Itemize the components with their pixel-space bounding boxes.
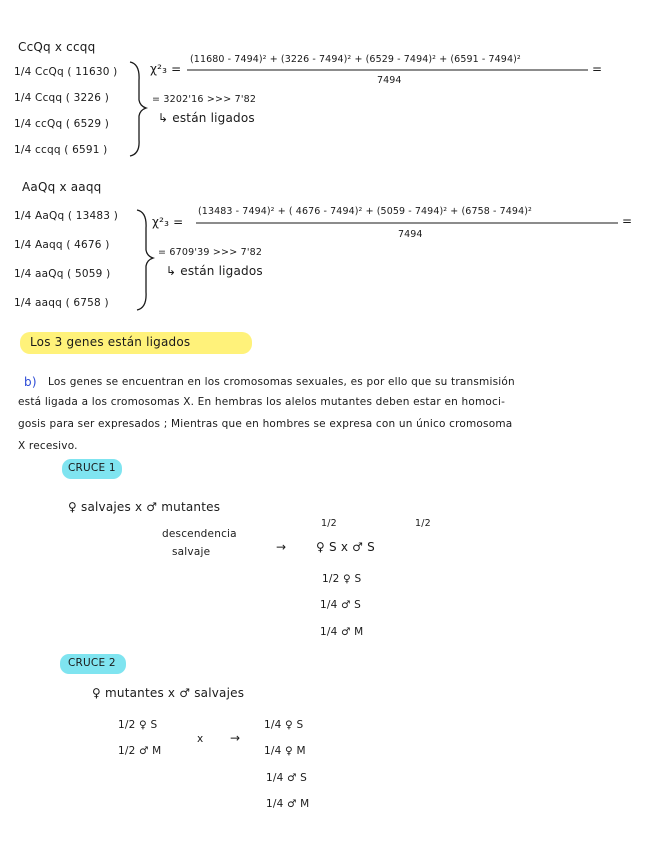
block2-row: 1/4 AaQq ( 13483 ) (14, 210, 118, 222)
block2-result: = 6709'39 >>> 7'82 (158, 247, 263, 258)
brace-block1 (130, 62, 146, 156)
cruce1-gametes: ♀ S x ♂ S (316, 540, 375, 554)
block2-header: AaQq x aaqq (22, 180, 102, 194)
brace-block2 (137, 210, 153, 310)
block1-denominator: 7494 (377, 75, 402, 86)
block2-row: 1/4 Aaqq ( 4676 ) (14, 239, 110, 251)
cruce2-parents: ♀ mutantes x ♂ salvajes (92, 686, 245, 700)
cruce2-left: 1/2 ♂ M (118, 745, 162, 757)
block1-result: = 3202'16 >>> 7'82 (152, 94, 257, 105)
cruce2-cross: x (197, 733, 204, 745)
highlight-text: Los 3 genes están ligados (30, 335, 191, 349)
block2-denominator: 7494 (398, 229, 423, 240)
cruce1-title: CRUCE 1 (68, 462, 116, 474)
part-b-line: X recesivo. (18, 440, 78, 452)
block2-numerator: (13483 - 7494)² + ( 4676 - 7494)² + (5059 - 7494)² + (6758 - 7494)² (198, 206, 532, 217)
block1-row: 1/4 ccqq ( 6591 ) (14, 144, 108, 156)
block2-row: 1/4 aaqq ( 6758 ) (14, 297, 109, 309)
block2-trail: = (622, 214, 633, 228)
block1-row: 1/4 ccQq ( 6529 ) (14, 118, 110, 130)
block1-chi-label: χ²₃ = (150, 62, 182, 76)
block2-chi-label: χ²₃ = (152, 215, 184, 229)
cruce2-left: 1/2 ♀ S (118, 719, 158, 731)
block2-conclusion: ↳ están ligados (166, 264, 263, 278)
block1-row: 1/4 CcQq ( 11630 ) (14, 66, 118, 78)
cruce2-result: 1/4 ♀ M (264, 745, 306, 757)
block1-row: 1/4 Ccqq ( 3226 ) (14, 92, 109, 104)
cruce2-result: 1/4 ♀ S (264, 719, 304, 731)
cruce1-salvaje: salvaje (172, 546, 211, 558)
block1-header: CcQq x ccqq (18, 40, 96, 54)
cruce1-half-a: 1/2 (321, 518, 337, 529)
cruce2-result: 1/4 ♂ S (266, 772, 308, 784)
cruce1-descendencia: descendencia (162, 528, 237, 540)
cruce1-half-b: 1/2 (415, 518, 431, 529)
cruce2-title: CRUCE 2 (68, 657, 116, 669)
part-b-label: b) (24, 375, 37, 389)
block1-numerator: (11680 - 7494)² + (3226 - 7494)² + (6529 - 7494)² + (6591 - 7494)² (190, 54, 521, 65)
cruce2-arrow: → (230, 731, 241, 745)
part-b-line: está ligada a los cromosomas X. En hembras los alelos mutantes deben estar en homoci- (18, 396, 506, 408)
block1-trail: = (592, 62, 603, 76)
part-b-line: gosis para ser expresados ; Mientras que en hombres se expresa con un único cromosoma (18, 418, 513, 430)
cruce1-result: 1/2 ♀ S (322, 573, 362, 585)
block2-row: 1/4 aaQq ( 5059 ) (14, 268, 111, 280)
cruce1-parents: ♀ salvajes x ♂ mutantes (68, 500, 221, 514)
part-b-line: Los genes se encuentran en los cromosomas sexuales, es por ello que su transmisión (48, 376, 515, 388)
cruce1-arrow: → (276, 540, 287, 554)
cruce2-result: 1/4 ♂ M (266, 798, 310, 810)
cruce1-result: 1/4 ♂ M (320, 626, 364, 638)
block1-conclusion: ↳ están ligados (158, 111, 255, 125)
cruce1-result: 1/4 ♂ S (320, 599, 362, 611)
